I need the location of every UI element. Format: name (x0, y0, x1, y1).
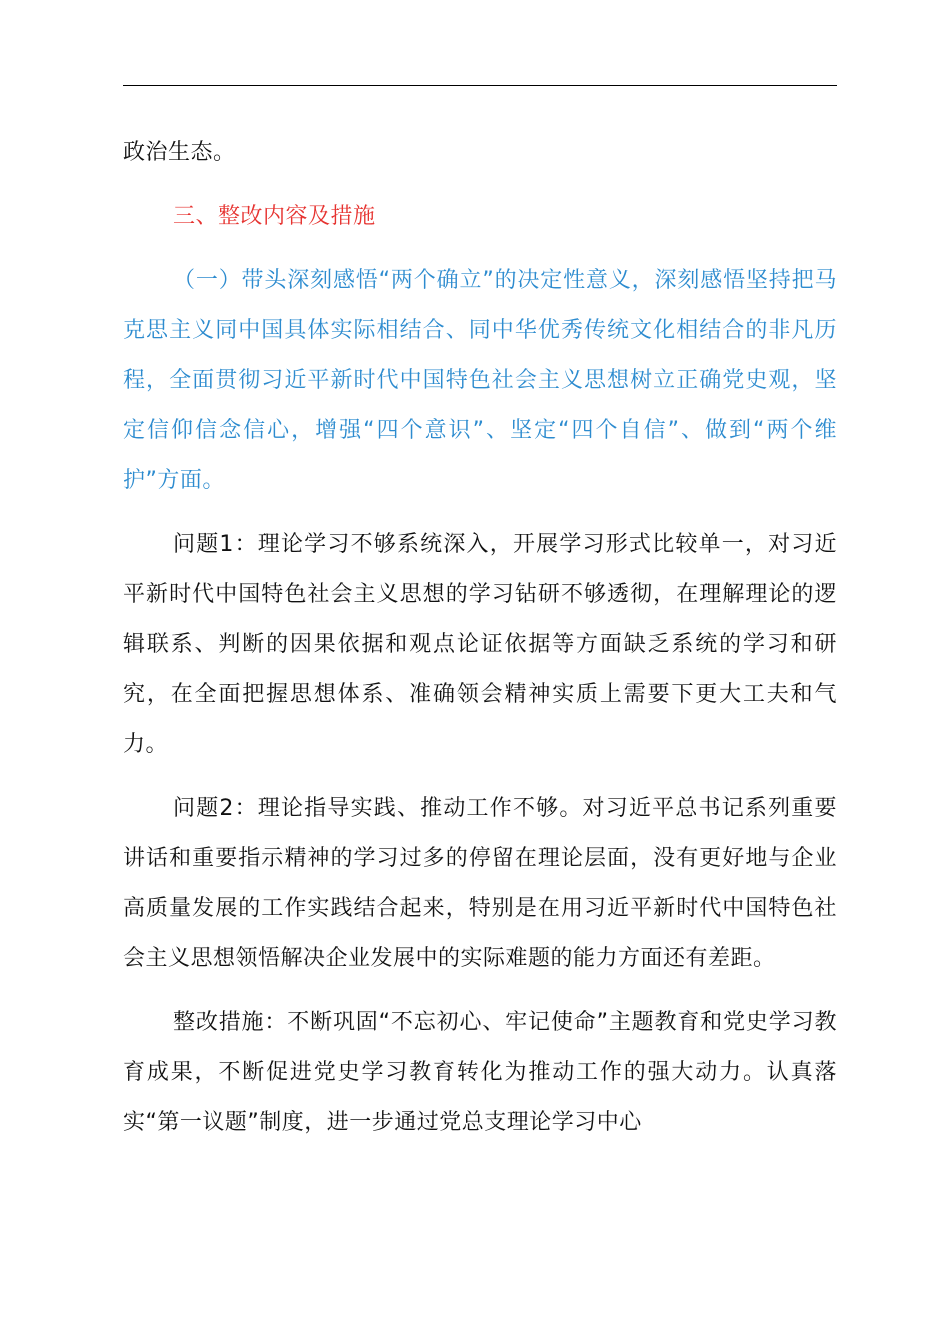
problem-2-paragraph: 问题2：理论指导实践、推动工作不够。对习近平总书记系列重要讲话和重要指示精神的学习过多的停留在理论层面，没有更好地与企业高质量发展的工作实践结合起来，特别是在用习近平新时代中国特色社会主义思想领悟解决企业发展中的实际难题的能力方面还有差距。 (123, 796, 837, 971)
header-rule (123, 85, 837, 86)
section-heading: 三、整改内容及措施 (173, 204, 376, 229)
document-body (123, 128, 837, 1148)
continued-paragraph: 政治生态。 (123, 140, 236, 165)
problem-1-paragraph: 问题1：理论学习不够系统深入，开展学习形式比较单一，对习近平新时代中国特色社会主义思想的学习钻研不够透彻，在理解理论的逻辑联系、判断的因果依据和观点论证依据等方面缺乏系统的学习和研究，在全面把握思想体系、准确领会精神实质上需要下更大工夫和气力。 (123, 532, 837, 757)
measures-paragraph: 整改措施：不断巩固“不忘初心、牢记使命”主题教育和党史学习教育成果，不断促进党史学习教育转化为推动工作的强大动力。认真落实“第一议题”制度，进一步通过党总支理论学习中心 (123, 1010, 837, 1135)
subsection-heading: （一）带头深刻感悟“两个确立”的决定性意义，深刻感悟坚持把马克思主义同中国具体实际相结合、同中华优秀传统文化相结合的非凡历程，全面贯彻习近平新时代中国特色社会主义思想树立正确党史观，坚定信仰信念信心，增强“四个意识”、坚定“四个自信”、做到“两个维护”方面。 (123, 268, 837, 493)
